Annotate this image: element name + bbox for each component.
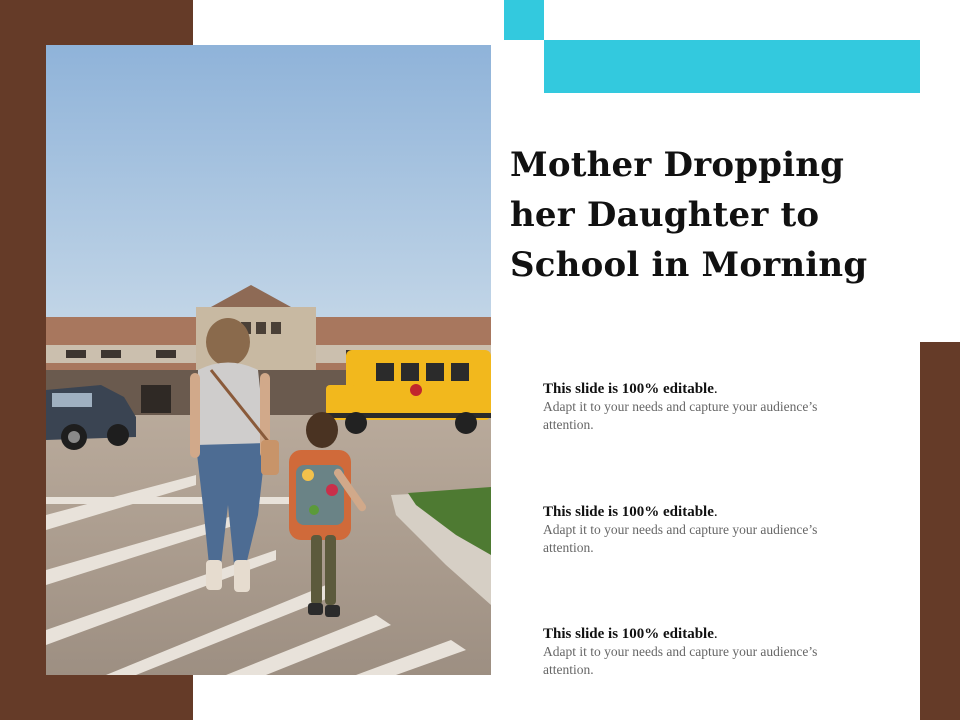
right-brown-bar	[920, 342, 960, 720]
info-heading-3-bold: This slide is 100% editable	[543, 626, 714, 642]
info-heading-2	[543, 503, 833, 521]
info-heading-1	[543, 380, 833, 398]
info-item-2	[543, 503, 833, 557]
info-body-1: Adapt it to your needs and capture your audience’s attention.	[543, 399, 818, 432]
slide-title-line-3: School in Morning	[510, 245, 868, 285]
info-heading-3	[543, 625, 833, 643]
info-heading-1-end: .	[713, 381, 718, 397]
slide-title	[510, 140, 910, 290]
school-photo	[46, 45, 491, 675]
teal-accent-square	[504, 0, 544, 40]
info-heading-2-bold: This slide is 100% editable	[543, 504, 714, 520]
info-heading-1-bold: This slide is 100% editable	[543, 381, 714, 397]
info-body-2: Adapt it to your needs and capture your audience’s attention.	[543, 522, 818, 555]
slide-title-line-2: her Daughter to	[510, 195, 820, 235]
info-heading-2-end: .	[713, 504, 718, 520]
teal-accent-bar	[544, 40, 920, 93]
info-item-3	[543, 625, 833, 679]
slide-title-line-1: Mother Dropping	[510, 145, 845, 185]
info-body-3: Adapt it to your needs and capture your audience’s attention.	[543, 644, 818, 677]
info-item-1	[543, 380, 833, 434]
info-heading-3-end: .	[713, 626, 718, 642]
school-photo-illustration	[46, 45, 491, 675]
